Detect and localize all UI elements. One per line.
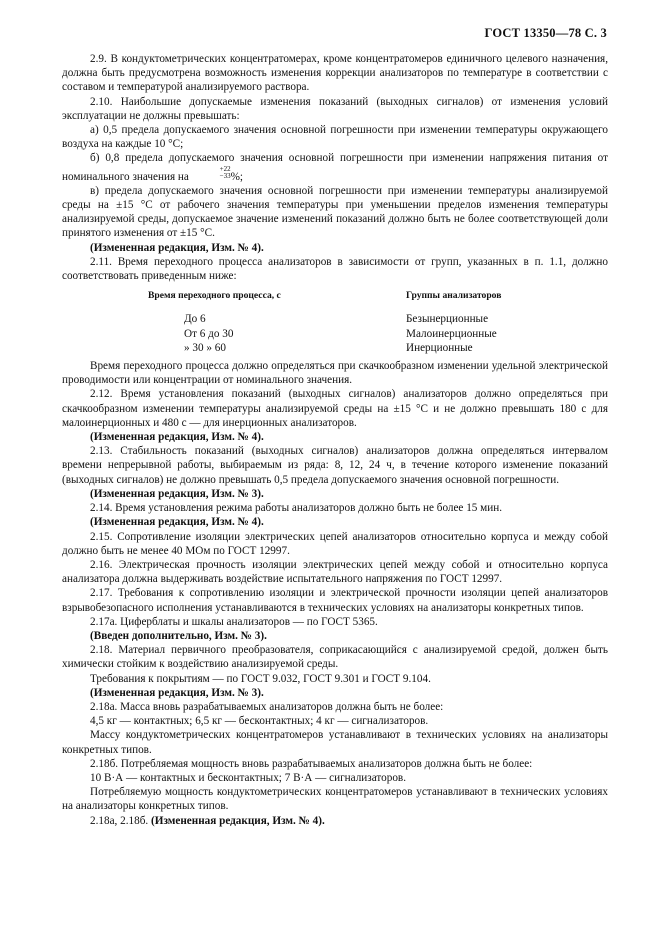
clause-2-17: 2.17. Требования к сопротивлению изоляции и электрической прочности изоляции цепей анализаторов взрывобезопасного исполнения устанавливаются в технических условиях на анализаторы конкретных типов. [62, 587, 608, 614]
table-header [62, 289, 608, 303]
clause-2-18b-note: Потребляемую мощность кондуктометрических концентратомеров устанавливают в технических условиях на анализаторы конкретных типов. [62, 786, 608, 813]
table-row [62, 341, 608, 355]
clause-2-9: 2.9. В кондуктометрических концентратомерах, кроме концентратомеров единичного целевого назначения, должна быть предусмотрена возможность изменения коррекции анализаторов по температуре в соответствии с составом и температурой анализируемого раствора. [62, 53, 608, 94]
clause-2-10-a: а) 0,5 предела допускаемого значения основной погрешности при изменении температуры окружающего воздуха на каждые 10 °С; [62, 124, 608, 151]
clause-2-11: 2.11. Время переходного процесса анализаторов в зависимости от групп, указанных в п. 1.1, должно соответствовать приведенным ниже: [62, 255, 608, 283]
clause-2-18-coatings: Требования к покрытиям — по ГОСТ 9.032, ГОСТ 9.301 и ГОСТ 9.104. [90, 672, 431, 685]
amendment-note: (Введен дополнительно, Изм. № 3). [90, 629, 267, 642]
tolerance-superscript [192, 166, 231, 180]
clause-2-10-b [62, 151, 608, 183]
amendment-note: (Измененная редакция, Изм. № 4). [90, 241, 264, 254]
table-cell-time: От 6 до 30 [184, 327, 234, 340]
clause-2-18a: 2.18а. Масса вновь разрабатываемых анализаторов должна быть не более: [90, 700, 444, 713]
clause-2-10-b-text: б) 0,8 предела допускаемого значения основной погрешности при изменении напряжения питания от номинального значения на [62, 152, 608, 183]
clause-2-18: 2.18. Материал первичного преобразователя, соприкасающийся с анализируемой средой, должен быть химически стойким к воздействию анализируемой среды. [62, 644, 608, 671]
clause-2-18b-values: 10 В·А — контактных и бесконтактных; 7 В·А — сигнализаторов. [90, 771, 406, 784]
document-body [62, 52, 608, 828]
table-cell-time: » 30 » 60 [184, 341, 226, 354]
amendment-note: (Измененная редакция, Изм. № 3). [90, 487, 264, 500]
page-header: ГОСТ 13350—78 С. 3 [484, 26, 607, 40]
table-cell-group: Безынерционные [406, 313, 489, 326]
transition-time-table [62, 289, 608, 355]
final-amendment-note: (Измененная редакция, Изм. № 4). [151, 814, 325, 827]
clause-2-10: 2.10. Наибольшие допускаемые изменения показаний (выходных сигналов) от изменения условий эксплуатации не должны превышать: [62, 95, 608, 122]
final-amendment [62, 814, 608, 828]
table-col-time: Время переходного процесса, с [148, 290, 281, 302]
amendment-note: (Измененная редакция, Изм. № 3). [90, 686, 264, 699]
clause-2-18a-values: 4,5 кг — контактных; 6,5 кг — бесконтактных; 4 кг — сигнализаторов. [90, 715, 429, 728]
table-cell-group: Малоинерционные [406, 327, 497, 340]
clause-2-18b: 2.18б. Потребляемая мощность вновь разрабатываемых анализаторов должна быть не более: [90, 757, 533, 770]
table-cell-time: До 6 [184, 313, 206, 326]
amendment-note: (Измененная редакция, Изм. № 4). [90, 516, 264, 529]
clause-2-10-b-end: %; [230, 170, 244, 183]
tolerance-minus: −33 [219, 171, 231, 180]
clause-2-18a-note: Массу кондуктометрических концентратомеров устанавливают в технических условиях на анализаторы конкретных типов. [62, 729, 608, 756]
clause-2-13: 2.13. Стабильность показаний (выходных сигналов) анализаторов должна определяться интервалом времени непрерывной работы, выбираемым из ряда: 8, 12, 24 ч, в течение которого изменение показаний (выходных сигналов) не должно превышать 0,5 предела допускаемого значения основной погрешности. [62, 445, 608, 486]
table-row [62, 312, 608, 326]
amendment-note: (Измененная редакция, Изм. № 4). [90, 431, 264, 444]
clause-2-16: 2.16. Электрическая прочность изоляции электрических цепей между собой и относительно корпуса анализатора должна выдерживать воздействие испытательного напряжения по ГОСТ 12997. [62, 558, 608, 586]
tolerance-plus: +22 [219, 164, 231, 173]
final-clauses: 2.18а, 2.18б. [90, 814, 149, 827]
clause-2-10-c: в) предела допускаемого значения основной погрешности при изменении температуры анализируемой среды на ±15 °С от рабочего значения температуры при уменьшении пределов изменения температуры анализируемой среды, допускаемое значение изменений показаний должно быть не более соответствующей доли принятого изменения от ±15 °С. [62, 184, 608, 240]
table-cell-group: Инерционные [406, 341, 473, 354]
clause-2-15: 2.15. Сопротивление изоляции электрических цепей анализаторов относительно корпуса и между собой должно быть не менее 40 МОм по ГОСТ 12997. [62, 530, 608, 557]
clause-2-14: 2.14. Время установления режима работы анализаторов должно быть не более 15 мин. [90, 502, 503, 515]
table-col-group: Группы анализаторов [406, 290, 502, 302]
table-row [62, 327, 608, 341]
clause-2-12: 2.12. Время установления показаний (выходных сигналов) анализаторов должно определяться при скачкообразном изменении температуры анализируемой среды на ±15 °С и не должно превышать 180 с для малоинерционных и 480 с — для инерционных анализаторов. [62, 388, 608, 429]
clause-2-17a: 2.17а. Циферблаты и шкалы анализаторов — по ГОСТ 5365. [90, 615, 378, 628]
clause-2-11-note: Время переходного процесса должно определяться при скачкообразном изменении удельной электрической проводимости или концентрации от номинального значения. [62, 360, 608, 387]
